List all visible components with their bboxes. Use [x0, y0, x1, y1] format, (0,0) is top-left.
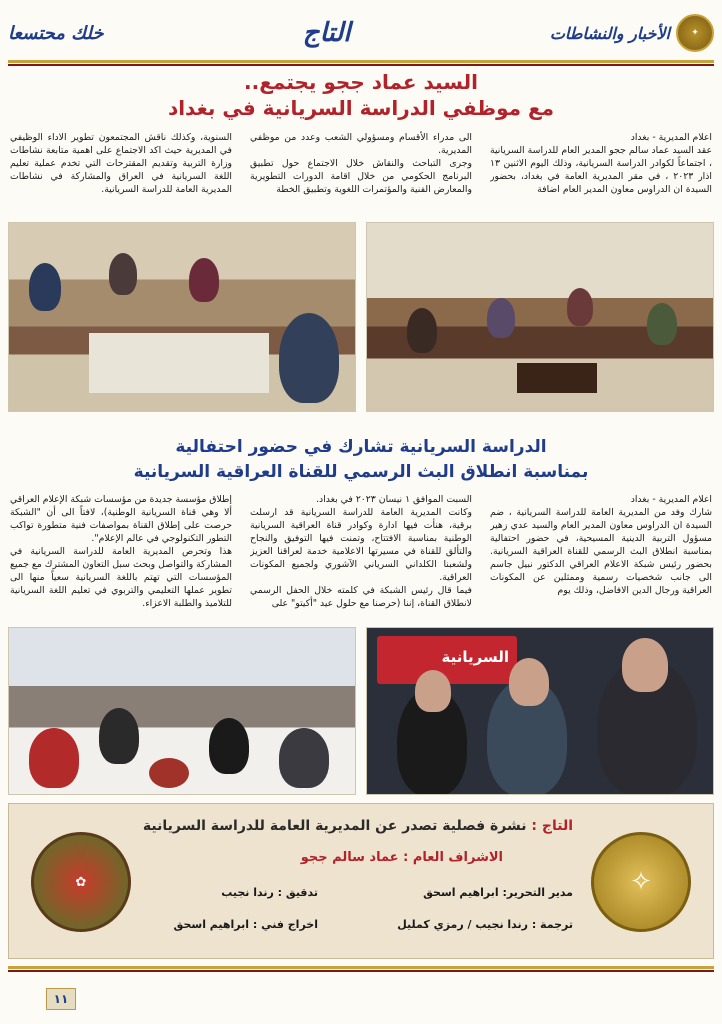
translation-credit: ترجمة : رندا نجيب / رمزي كمليل — [397, 918, 573, 931]
channel-banner-text: السريانية — [441, 648, 509, 666]
footer-divider-thin — [8, 970, 714, 972]
magazine-logo: التاج — [302, 18, 351, 48]
editor-credit: مدير التحرير: ابراهيم اسحق — [423, 886, 573, 899]
proofread-credit: تدقيق : رندا نجيب — [221, 886, 318, 899]
footer-divider — [8, 966, 714, 969]
meeting-photo-left — [8, 222, 356, 412]
page-number: ١١ — [46, 988, 76, 1010]
iraq-map-logo-icon: ✿ — [31, 832, 131, 932]
general-supervisor: الاشراف العام : عماد سالم ججو — [300, 850, 503, 865]
article1-column-2: الى مدراء الأقسام ومسؤولي الشعب وعدد من موظفي المديرية. وجرى التباحث والنقاش خلال الاجتماع حول تطبيق البرنامج الحكومي من خلال اقامة الدورات التطويرية والمعارض الفنية والمؤتمرات اللغوية وتطبيق الخطة — [250, 132, 472, 195]
ministry-seal-icon: ✧ — [591, 832, 691, 932]
section-title: الأخبار والنشاطات — [549, 23, 670, 43]
article2-column-3: إطلاق مؤسسة جديدة من مؤسسات شبكة الإعلام العراقي ألا وهي قناة السريانية الوطنية)، لافتاً الى أن "الشبكة حرصت على إطلاق القناة بمواصفات فنية متطورة تواكب التطور التكنولوجي في عالم الإعلام". هذا وتحرص المديرية العامة للدراسة السريانية في المشاركة والتواصل وبحث سبل التعاون المشترك مع جميع المؤسسات التي تهتم باللغة السريانية سعياً منها الى تطوير عملها التعليمي والتربوي في تعليم اللغة السريانية للتلاميذ والطلبة الاعزاء. — [10, 494, 232, 609]
header-divider-thin — [8, 64, 714, 66]
publication-desc: نشرة فصلية تصدر عن المديرية العامة للدراسة السريانية — [142, 818, 527, 834]
publication-title: التاج : نشرة فصلية تصدر عن المديرية العامة للدراسة السريانية — [142, 818, 573, 834]
header-section — [550, 14, 714, 52]
design-credit: اخراج فني : ابراهيم اسحق — [173, 918, 318, 931]
article1-column-1: اعلام المديرية - بغداد عقد السيد عماد سالم ججو المدير العام للدراسة السريانية ، اجتماعاً لكوادر الدراسة السريانية، وذلك اليوم الاثنين ١٣ اذار ٢٠٢٣ ، في مقر المديرية العامة في بغداد، بحضور السيدة ان الدراوس معاون المدير العام اضافة — [490, 132, 712, 195]
article2-title-line2: بمناسبة انطلاق البث الرسمي للقناة العراقية السريانية — [133, 462, 589, 482]
ceremony-photo-right — [366, 627, 714, 795]
article2-title-line1: الدراسة السريانية تشارك في حضور احتفالية — [175, 437, 547, 457]
header-left-text: خلك محتسعا — [8, 22, 104, 44]
article1-column-3: السنوية، وكذلك ناقش المجتمعون تطوير الاداء الوظيفي في المديرية حيث اكد الاجتماع على اهمية متابعة نشاطات وزارة التربية وتقديم المقترحات التي تخدم عملية تعليم اللغة السريانية في العراق والمشاركة في نشاطات المديرية العامة للدراسة السريانية. — [10, 132, 232, 195]
article2-column-1: اعلام المديرية - بغداد شارك وفد من المديرية العامة للدراسة السريانية ، ضم السيدة ان الدراوس معاون المدير العام والسيد عدي زهير مسؤول التربية الدينية المسيحية، في حضور احتفالية بمناسبة انطلاق البث الرسمي للقناة العراقية السريانية. بحضور رئيس شبكة الاعلام العراقي الدكتور نبيل جاسم الى جانب شخصيات رسمية وممثلين عن المكونات العراقية ورجال الدين الافاضل، وذلك يوم — [490, 494, 712, 596]
ministry-emblem-icon: ✦ — [676, 14, 714, 52]
article2-column-2: السبت الموافق ١ نيسان ٢٠٢٣ في بغداد. وكانت المديرية العامة للدراسة السريانية قد ارسلت برقية، هنأت فيها ادارة وكوادر قناة العراقية السريانية الوطنية بمناسبة الافتتاح، وتمنت فيها التوفيق والنجاح والتألق للقناة في مسيرتها الاعلامية خدمة لعراقنا العزيز ولشعبنا الكلداني السرياني الآشوري ولجميع المكونات العراقية. فيما قال رئيس الشبكة في كلمته خلال الحفل الرسمي لانطلاق القناة، إننا (حرصنا مع حلول عيد "أكيتو" على — [250, 494, 472, 609]
ceremony-photo-left — [8, 627, 356, 795]
article1-title-line2: مع موظفي الدراسة السريانية في بغداد — [167, 96, 555, 120]
channel-banner — [377, 636, 517, 684]
article1-title-line1: السيد عماد ججو يجتمع.. — [244, 70, 478, 94]
page-header — [8, 8, 714, 58]
header-divider — [8, 60, 714, 63]
meeting-photo-right — [366, 222, 714, 412]
masthead-box — [8, 803, 714, 959]
